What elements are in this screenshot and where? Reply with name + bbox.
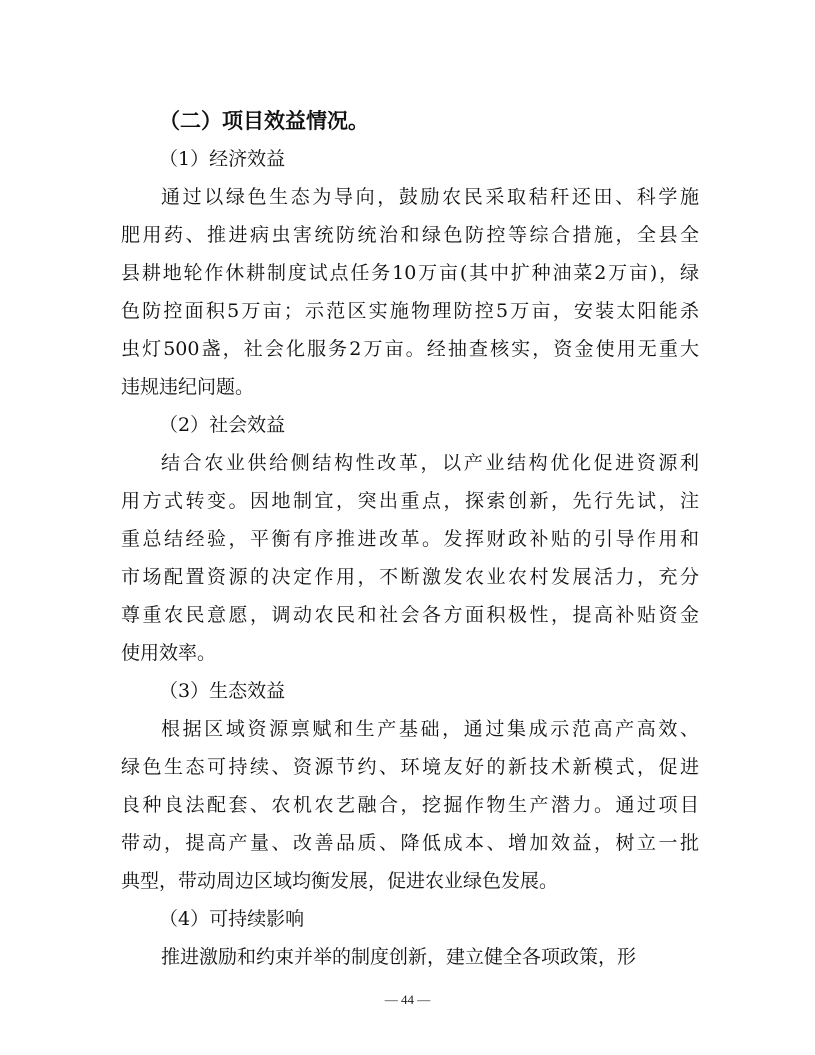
paragraph <box>121 178 699 406</box>
page-number: — 44 — <box>384 992 431 1007</box>
paragraph-line: 重总结经验，平衡有序推进改革。发挥财政补贴的引导作用和 <box>121 528 699 550</box>
subsection-title: （2）社会效益 <box>159 414 286 436</box>
paragraph <box>121 710 699 900</box>
paragraph-line: 尊重农民意愿，调动农民和社会各方面积极性，提高补贴资金 <box>121 604 699 626</box>
paragraph-line: 绿色生态可持续、资源节约、环境友好的新技术新模式，促进 <box>121 756 699 778</box>
paragraph-line: 使用效率。 <box>121 642 217 664</box>
paragraph-line: 结合农业供给侧结构性改革，以产业结构优化促进资源利 <box>161 452 699 474</box>
paragraph-line: 良种良法配套、农机农艺融合，挖掘作物生产潜力。通过项目 <box>121 794 699 816</box>
paragraph-line: 通过以绿色生态为导向，鼓励农民采取秸秆还田、科学施 <box>161 186 699 208</box>
paragraph-line: 虫灯500盏，社会化服务2万亩。经抽查核实，资金使用无重大 <box>121 338 699 360</box>
subsection-title: （4）可持续影响 <box>159 908 305 930</box>
paragraph-line: 典型，带动周边区域均衡发展，促进农业绿色发展。 <box>121 870 559 892</box>
section-heading: （二）项目效益情况。 <box>159 109 369 133</box>
paragraph-line: 带动，提高产量、改善品质、降低成本、增加效益，树立一批 <box>121 832 699 854</box>
paragraph <box>121 938 699 976</box>
subsection-title: （1）经济效益 <box>159 148 286 170</box>
paragraph-line: 根据区域资源禀赋和生产基础，通过集成示范高产高效、 <box>161 718 699 740</box>
paragraph-line: 推进激励和约束并举的制度创新，建立健全各项政策，形 <box>161 946 637 968</box>
paragraph-line: 肥用药、推进病虫害统防统治和绿色防控等综合措施，全县全 <box>121 224 699 246</box>
paragraph-line: 县耕地轮作休耕制度试点任务10万亩(其中扩种油菜2万亩)，绿 <box>121 262 699 284</box>
paragraph-line: 违规违纪问题。 <box>121 376 255 398</box>
paragraph-line: 用方式转变。因地制宜，突出重点，探索创新，先行先试，注 <box>121 490 699 512</box>
paragraph-line: 色防控面积5万亩；示范区实施物理防控5万亩，安装太阳能杀 <box>121 300 699 322</box>
paragraph-line: 市场配置资源的决定作用，不断激发农业农村发展活力，充分 <box>121 566 699 588</box>
subsection-title: （3）生态效益 <box>159 680 286 702</box>
page-content <box>121 102 699 976</box>
paragraph <box>121 444 699 672</box>
sections-container <box>121 140 699 976</box>
